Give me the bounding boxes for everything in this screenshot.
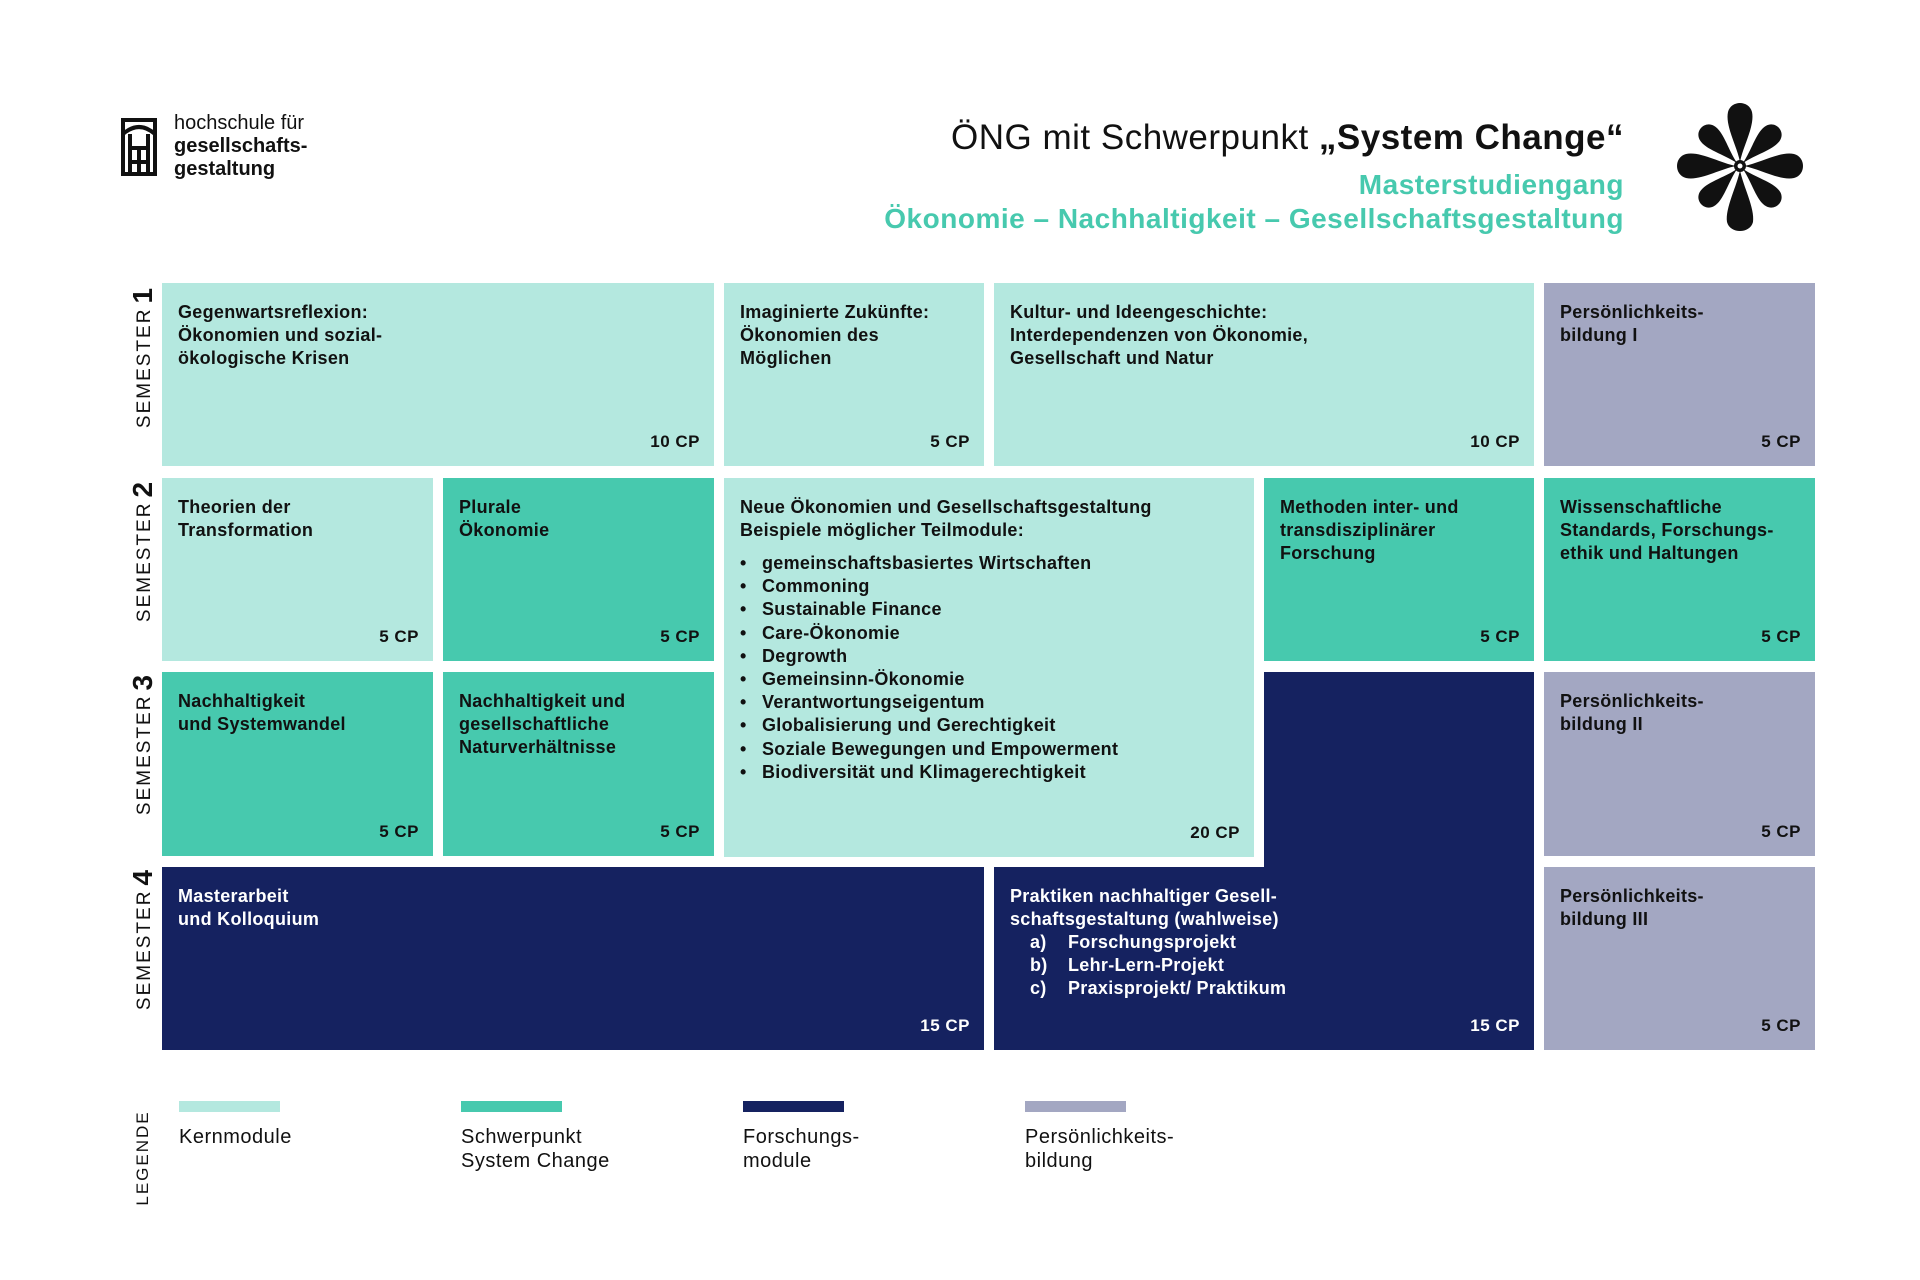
submodule-list xyxy=(740,552,1238,784)
credit-points: 15 CP xyxy=(920,1016,970,1035)
module-naturverhaeltnisse xyxy=(443,672,714,856)
credit-points: 10 CP xyxy=(1470,432,1520,451)
module-title: Gegenwartsreflexion: Ökonomien und sozial- ökologische Krisen xyxy=(178,302,383,368)
bullet: • xyxy=(740,692,747,713)
list-item xyxy=(740,622,1238,645)
semester-number: 3 xyxy=(127,674,158,691)
credit-points: 5 CP xyxy=(379,822,419,841)
module-title: Imaginierte Zukünfte: Ökonomien des Möglichen xyxy=(740,302,930,368)
semester-label-3 xyxy=(128,650,158,840)
bullet: • xyxy=(740,761,747,782)
module-gegenwartsreflexion xyxy=(162,283,714,466)
module-nachhaltigkeit-systemwandel xyxy=(162,672,433,856)
module-title: Persönlichkeits- bildung III xyxy=(1560,886,1704,929)
credit-points: 5 CP xyxy=(379,627,419,646)
list-item-text: Commoning xyxy=(762,576,870,597)
bullet: • xyxy=(740,622,747,643)
list-marker: b) xyxy=(1030,955,1048,975)
bullet: • xyxy=(740,553,747,573)
page-title xyxy=(951,118,1624,158)
list-item xyxy=(740,552,1238,575)
module-praktiken xyxy=(994,867,1534,1050)
list-item-text: Praxisprojekt/ Praktikum xyxy=(1068,978,1287,998)
semester-label-1 xyxy=(128,263,158,453)
list-item xyxy=(740,668,1238,691)
bullet: • xyxy=(740,576,747,597)
list-item xyxy=(740,691,1238,714)
semester-number: 4 xyxy=(127,869,158,886)
list-item-text: Biodiversität und Klimagerechtigkeit xyxy=(762,761,1086,782)
semester-word: SEMESTER xyxy=(134,501,155,623)
module-title: Nachhaltigkeit und Systemwandel xyxy=(178,691,346,734)
title-emphasis: „System Change“ xyxy=(1318,118,1624,157)
list-item-text: Globalisierung und Gerechtigkeit xyxy=(762,715,1056,736)
list-item xyxy=(740,575,1238,598)
module-plurale-oekonomie xyxy=(443,478,714,661)
module-methoden-forschung xyxy=(1264,478,1534,661)
module-title: Kultur- und Ideengeschichte: Interdependenzen von Ökonomie, Gesellschaft und Natur xyxy=(1010,302,1309,368)
module-title: Persönlichkeits- bildung II xyxy=(1560,691,1704,734)
module-imaginierte-zukuenfte xyxy=(724,283,984,466)
credit-points: 5 CP xyxy=(1761,822,1801,841)
legend-text-kern: Kernmodule xyxy=(179,1126,292,1148)
option-list xyxy=(1010,931,1518,1000)
legend-text-persoenlichkeit: Persönlichkeits- bildung xyxy=(1025,1126,1175,1172)
subtitle-disciplines: Ökonomie – Nachhaltigkeit – Gesellschaftsgestaltung xyxy=(884,203,1624,234)
module-theorien-transformation xyxy=(162,478,433,661)
credit-points: 5 CP xyxy=(1480,627,1520,646)
module-title: Theorien der Transformation xyxy=(178,497,314,540)
legend-text-forschung: Forschungs- module xyxy=(743,1126,860,1172)
list-marker: c) xyxy=(1030,978,1047,998)
bullet: • xyxy=(740,669,747,690)
semester-word: SEMESTER xyxy=(134,694,155,816)
module-kultur-ideengeschichte xyxy=(994,283,1534,466)
list-item xyxy=(1010,977,1518,1000)
list-item-text: Care-Ökonomie xyxy=(762,622,900,643)
legend-swatch-kern xyxy=(179,1101,280,1112)
module-title: Plurale Ökonomie xyxy=(459,497,550,540)
list-marker: a) xyxy=(1030,932,1047,952)
module-title: Methoden inter- und transdisziplinärer Forschung xyxy=(1280,497,1459,563)
list-item-text: Lehr-Lern-Projekt xyxy=(1068,955,1225,975)
module-neue-oekonomien xyxy=(724,478,1254,857)
legend-swatch-forschung xyxy=(743,1101,844,1112)
list-item-text: Verantwortungseigentum xyxy=(762,692,985,713)
credit-points: 5 CP xyxy=(1761,1016,1801,1035)
logo-line3: gestaltung xyxy=(174,158,276,180)
credit-points: 5 CP xyxy=(660,627,700,646)
module-persoenlichkeitsbildung-1 xyxy=(1544,283,1815,466)
module-title: Wissenschaftliche Standards, Forschungs- ethik und Haltungen xyxy=(1560,497,1774,563)
legend-swatch-persoenlichkeit xyxy=(1025,1101,1126,1112)
semester-label-4 xyxy=(128,845,158,1035)
module-persoenlichkeitsbildung-2 xyxy=(1544,672,1815,856)
institution-name xyxy=(174,112,307,181)
semester-number: 1 xyxy=(127,287,158,304)
list-item xyxy=(1010,931,1518,954)
module-title: Praktiken nachhaltiger Gesell- schaftsgestaltung (wahlweise) xyxy=(1010,886,1279,929)
bullet: • xyxy=(740,715,747,736)
list-item xyxy=(740,645,1238,668)
list-item-text: gemeinschaftsbasiertes Wirtschaften xyxy=(762,553,1092,573)
credit-points: 5 CP xyxy=(1761,627,1801,646)
credit-points: 5 CP xyxy=(660,822,700,841)
module-persoenlichkeitsbildung-3 xyxy=(1544,867,1815,1050)
credit-points: 5 CP xyxy=(930,432,970,451)
subtitle-degree: Masterstudiengang xyxy=(1358,169,1624,200)
list-item-text: Sustainable Finance xyxy=(762,599,942,620)
legend-label: LEGENDE xyxy=(133,1110,152,1206)
list-item-text: Forschungsprojekt xyxy=(1068,932,1237,952)
credit-points: 10 CP xyxy=(650,432,700,451)
list-item xyxy=(740,738,1238,761)
title-main: ÖNG mit Schwerpunkt xyxy=(951,118,1319,157)
list-item xyxy=(1010,954,1518,977)
semester-label-2 xyxy=(128,457,158,647)
module-title: Persönlichkeits- bildung I xyxy=(1560,302,1704,345)
module-title: Masterarbeit und Kolloquium xyxy=(178,886,320,929)
bullet: • xyxy=(740,738,747,759)
semester-word: SEMESTER xyxy=(134,307,155,429)
list-item-text: Soziale Bewegungen und Empowerment xyxy=(762,738,1119,759)
bullet: • xyxy=(740,599,747,620)
list-item xyxy=(740,714,1238,737)
module-title: Neue Ökonomien und Gesellschaftsgestaltung Beispiele möglicher Teilmodule: xyxy=(740,497,1152,540)
module-title: Nachhaltigkeit und gesellschaftliche Naturverhältnisse xyxy=(459,691,626,757)
list-item xyxy=(740,761,1238,784)
bullet: • xyxy=(740,645,747,666)
list-item-text: Degrowth xyxy=(762,645,848,666)
credit-points: 20 CP xyxy=(1190,823,1240,842)
semester-number: 2 xyxy=(127,481,158,498)
legend-text-schwerpunkt: Schwerpunkt System Change xyxy=(461,1126,610,1172)
list-item-text: Gemeinsinn-Ökonomie xyxy=(762,669,965,690)
module-wissenschaftliche-standards xyxy=(1544,478,1815,661)
flower-emblem-icon xyxy=(1670,94,1810,239)
research-block-extension xyxy=(1264,672,1534,868)
legend-swatch-schwerpunkt xyxy=(461,1101,562,1112)
credit-points: 5 CP xyxy=(1761,432,1801,451)
semester-word: SEMESTER xyxy=(134,889,155,1011)
module-masterarbeit xyxy=(162,867,984,1050)
hochschule-logo-icon xyxy=(118,114,160,180)
logo-line1: hochschule für xyxy=(174,112,305,134)
logo-line2: gesellschafts- xyxy=(174,135,308,157)
credit-points: 15 CP xyxy=(1470,1016,1520,1035)
list-item xyxy=(740,598,1238,621)
